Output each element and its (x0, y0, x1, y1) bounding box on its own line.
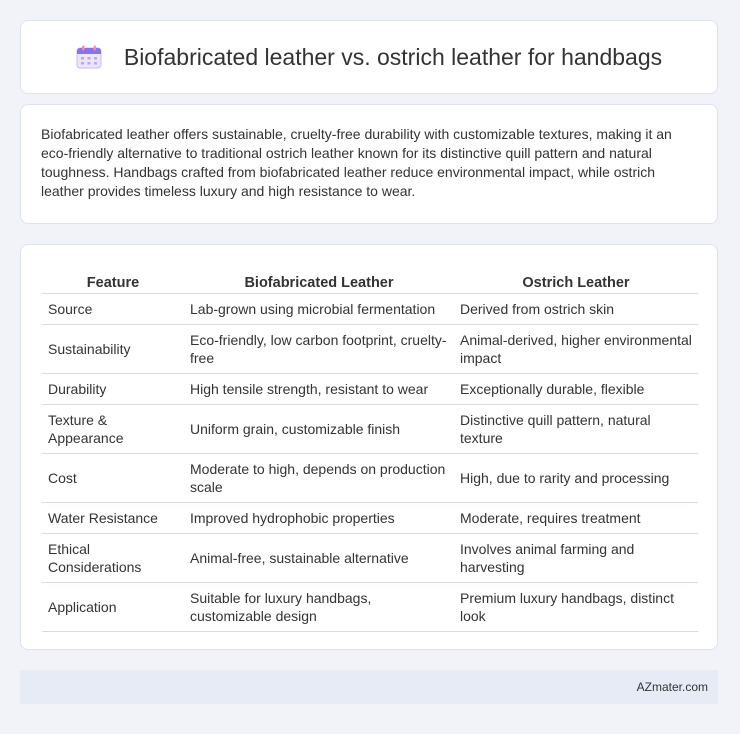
feature-cell: Texture & Appearance (42, 405, 184, 454)
calendar-icon (76, 45, 102, 69)
footer-brand: AZmater.com (636, 680, 708, 694)
title-card (20, 20, 718, 94)
biofabricated-cell: Uniform grain, customizable finish (184, 405, 454, 454)
table-row (42, 454, 698, 503)
ostrich-cell: Distinctive quill pattern, natural texture (454, 405, 698, 454)
table-header-row (42, 265, 698, 294)
table-row (42, 374, 698, 405)
feature-cell: Water Resistance (42, 503, 184, 534)
ostrich-cell: Exceptionally durable, flexible (454, 374, 698, 405)
biofabricated-cell: Animal-free, sustainable alternative (184, 534, 454, 583)
table-row (42, 503, 698, 534)
comparison-table (42, 265, 698, 632)
column-header-ostrich: Ostrich Leather (454, 265, 698, 294)
ostrich-cell: Animal-derived, higher environmental impact (454, 325, 698, 374)
feature-cell: Ethical Considerations (42, 534, 184, 583)
feature-cell: Source (42, 294, 184, 325)
biofabricated-cell: Improved hydrophobic properties (184, 503, 454, 534)
table-row (42, 534, 698, 583)
ostrich-cell: Involves animal farming and harvesting (454, 534, 698, 583)
ostrich-cell: High, due to rarity and processing (454, 454, 698, 503)
footer (20, 670, 718, 704)
comparison-table-card (20, 244, 718, 650)
biofabricated-cell: Eco-friendly, low carbon footprint, cruelty-free (184, 325, 454, 374)
page-title: Biofabricated leather vs. ostrich leather for handbags (123, 43, 663, 70)
ostrich-cell: Moderate, requires treatment (454, 503, 698, 534)
ostrich-cell: Premium luxury handbags, distinct look (454, 583, 698, 632)
biofabricated-cell: Moderate to high, depends on production scale (184, 454, 454, 503)
biofabricated-cell: Suitable for luxury handbags, customizable design (184, 583, 454, 632)
table-row (42, 325, 698, 374)
feature-cell: Cost (42, 454, 184, 503)
table-row (42, 405, 698, 454)
column-header-feature: Feature (42, 265, 184, 294)
summary-text: Biofabricated leather offers sustainable, cruelty-free durability with customizable textures, making it an eco-friendly alternative to traditional ostrich leather known for its distinctive quill pattern and natural toughness. Handbags crafted from biofabricated leather reduce environmental impact, while ostrich leather provides timeless luxury and high resistance to wear. (41, 126, 672, 199)
table-row (42, 294, 698, 325)
summary-card (20, 104, 718, 224)
feature-cell: Durability (42, 374, 184, 405)
ostrich-cell: Derived from ostrich skin (454, 294, 698, 325)
feature-cell: Application (42, 583, 184, 632)
biofabricated-cell: High tensile strength, resistant to wear (184, 374, 454, 405)
biofabricated-cell: Lab-grown using microbial fermentation (184, 294, 454, 325)
feature-cell: Sustainability (42, 325, 184, 374)
column-header-biofabricated: Biofabricated Leather (184, 265, 454, 294)
table-row (42, 583, 698, 632)
